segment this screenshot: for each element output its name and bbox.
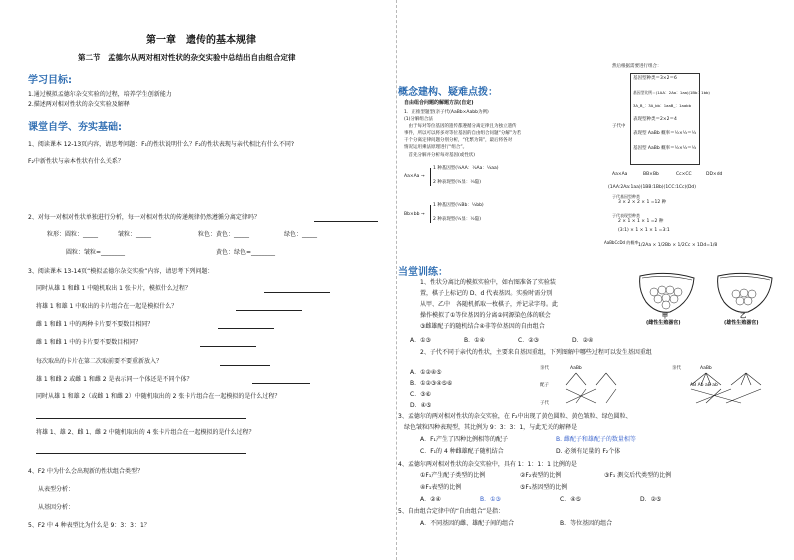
question-p3-line-2: 绿色皱粒四种表现型，其比例为 9：3：3：1，与此无关的解释是 [404,424,578,431]
self-study-heading: 课堂自学、夯实基础: [28,122,122,133]
question-p3-line-1: 3、孟德尔的两对相对性状的杂交实验，在 F₂中出现了黄色圆粒、黄色皱粒、绿色圆粒、 [398,413,632,420]
count-label-1: 子代基因型种类 [612,194,640,199]
ratio-shape: 圆粒：皱粒=________ [66,249,126,256]
p1-line-4: 操作模拟了①等位基因的分离②同源染色体的联会 [420,312,551,319]
p4-option-c: C．④⑤ [560,496,581,503]
q3-item-6: 雄 1 和雌 2 或雌 1 和雌 2 是表示同一个体还是不同个体？ [36,376,193,383]
diagram-gamete-types: AB Ab aB ab [690,383,718,388]
table-row-6: 基因型 AaBb 概率＝½×½＝¼ [633,146,696,151]
concept-heading: 概念建构、疑难点拨： [398,87,498,98]
answer-line [252,383,310,384]
jar-female-name: 甲 [662,313,669,320]
question-1b: F₂中新性状与亲本性状有什么关系？ [28,158,124,165]
p4-option-a: A．②④ [420,496,441,503]
p1-option-b: B．①④ [464,337,485,344]
p3-option-a: A．F₁产生了四种比例相等的配子 [420,436,508,443]
section-subtitle: 第二节 孟德尔从两对相对性状的杂交实验中总结出自由组合定律 [78,53,296,62]
answer-line [314,221,378,222]
chapter-title: 第一章 遗传的基本规律 [146,35,256,46]
jar-male-name: 乙 [740,313,747,320]
diagram-parent-genotype-2: AaBb [700,366,712,371]
goals-heading: 学习目标: [28,75,72,86]
question-p2: 2、子代不同于亲代的性状，主要来自基因重组，下列图解中哪些过程可以发生基因重组 [420,349,652,356]
jar-female-caption: (雌性生殖器官) [646,320,681,326]
p3-option-d: D. 必须有足量的 F₂个体 [556,448,621,455]
g-row-expansion: (1AA:2Aa:1aa)(1BB:1Bb)(1CC:1Cc)(Dd) [608,185,697,190]
p1-line-2: 置，棋子上标记的 D、d 代表基因。实验时需分别 [420,290,553,297]
q3-item-8: 将雄 1、雄 2、雌 1、雌 2 中随机取出的 4 张卡片组合在一起模拟的是什么过程？ [36,429,255,436]
table-row-5: 表现型 AaBb 概率＝½×½＝¼ [633,131,696,136]
q3-item-3: 雌 1 和雌 1 中的两种卡片要不要数目相同？ [36,321,154,328]
g-row-1: Aa×Aa [612,172,628,177]
cross-bb: Bb×bb → [404,212,425,217]
recombination-diagram [556,371,778,407]
q3-item-7: 同时从雄 1 和雄 2（或雌 1 和雌 2）中随机取出的 2 张卡片组合在一起模拟的是什么过程？ [36,393,281,400]
color-yellow: 粒色：黄色：_____ [198,231,250,238]
p4-item-5: ⑤F₁基因型的比例 [520,484,568,491]
goal-1: 1.通过模拟孟德尔杂交实验的过程，培养学生创新能力 [28,91,172,98]
jar-male-caption: (雄性生殖器官) [724,320,759,326]
p2-option-c: C．③⑥ [410,391,431,398]
p5-option-a: A．不同基因的雌、雄配子间的组合 [420,520,515,527]
diagram-parent-genotype: AaBb [570,366,582,371]
answer-line [200,346,256,347]
p1-option-c: C．②③ [518,337,539,344]
answer-line [264,292,330,293]
offspring-label: 子代中 [612,124,626,129]
brace-line [430,168,431,186]
diagram-gamete-label: 配子 [540,383,549,388]
method-line-3: 由于每对等位基因的遗传都遵循分离定律且为独立遗传 [404,124,517,129]
q4-gene: 从基因分析： [38,504,75,511]
cross-aa-genotype: 1 种基因型(¼AA：½Aa：¼aa) [433,166,499,171]
q3-item-4: 雌 1 和雌 1 中的卡片要不要数目相同？ [36,339,142,346]
p2-option-a: A．①②④⑤ [410,369,442,376]
cross-aa: Aa×Aa → [404,174,425,179]
cross-aa-phenotype: 2 种表现型(¾显：¼隐) [433,180,482,185]
p2-option-b: B．①②③④⑤⑥ [410,380,453,387]
count-value-2: 2 × 1 × 1 × 1 =2 种 [618,219,664,224]
p4-item-1: ①F₁产生配子类型的比例 [420,472,486,479]
p2-option-d: D．④⑤ [410,402,432,409]
p1-line-5: ③雌雄配子的随机结合④非等位基因的自由组合 [420,323,545,330]
q3-item-2: 将雄 1 和雄 1 中取出的卡片组合在一起是模拟什么？ [36,303,178,310]
q3-item-5: 每次取出的卡片在第二次取前要不要重新放入？ [36,358,163,365]
p3-option-b: B. 雌配子和雄配子的数量相等 [556,436,636,443]
question-p5: 5、自由组合定律中的“自由组合”是指： [398,508,505,515]
p1-line-3: 从甲、乙中 各随机抓取一枚棋子，并记录字母。此 [420,301,559,308]
answer-line [36,418,246,419]
p4-item-4: ④F₁表型的比例 [420,484,462,491]
g-row-3: Cc×CC [676,172,692,177]
method-line-1: 1．正推型题型(亲子代(AaBb×Aabb为例) [404,110,489,115]
shape-round: 粒形：圆粒：_____ [47,231,99,238]
g-row-2: BB×Bb [643,172,659,177]
answer-line [36,453,246,454]
answer-line [236,310,302,311]
q4-phenotype: 从表型分析： [38,486,75,493]
question-1: 1、阅读课本 12-13页内容，请思考问题：F₁的性状说明什么？F₂的性状表现与亲代相比有什么不同? [28,141,295,148]
method-title: 自由组合问题的解题方法(自定) [404,100,474,106]
table-row-1: 基因型种类＝3×2＝6 [633,76,677,81]
p1-line-1: 1、性状分离比的模拟实验中，如右图准备了实验装 [420,279,556,286]
answer-line [218,328,274,329]
diagram-parent-label-2: 亲代 [672,366,681,371]
table-row-4: 表现型种类＝2×2＝4 [633,117,677,122]
table-row-3: 3A_B_：3A_bb：1aaB_：1aabb [633,103,691,108]
color-green: 绿色：_____ [284,231,318,238]
goal-2: 2.描述两对相对性状的杂交实验及解释 [28,101,130,108]
jar-female-icon [636,272,698,314]
p3-option-c: C．F₁的 4 种雌雄配子随机结合 [420,448,504,455]
count-value-1: 3 × 2 × 2 × 1 =12 种 [618,200,667,205]
count-label-2: 子代表现型种类 [612,213,640,218]
p5-option-b: B．等位基因的组合 [560,520,613,527]
g-row-4: DD×dd [706,172,723,177]
answer-line [220,365,270,366]
shape-wrinkled: 皱粒：_____ [118,231,152,238]
method-line-2: (1)分解组合法 [404,117,433,122]
ratio-color: 黄色：绿色=________ [216,249,276,256]
count-label-3: AaBbCcDd 的概率 [604,240,639,245]
cross-bb-phenotype: 2 种表现型(½显：½隐) [433,217,482,222]
question-5: 5、F2 中 4 种表型比为什么是 9：3：3：1？ [28,522,150,529]
p1-option-d: D．②④ [572,337,594,344]
diagram-parent-label: 亲代 [540,366,549,371]
question-4: 4、F2 中为什么会出现新的性状组合类型？ [28,468,143,475]
p4-item-3: ③F₁ 测交后代类型的比例 [604,472,672,479]
question-p4: 4、孟德尔两对相对性状的杂交实验中，具有 1：1：1：1 比例的是 [398,461,577,468]
diagram-offspring-label: 子代 [540,401,549,406]
method-line-5: 干个分离定律问题分别分析，“化繁为简”，最后将各对 [404,138,513,143]
brace-line [430,205,431,223]
q3-item-1: 同时从雄 1 和雌 1 中随机取出 1 张卡片，模拟什么过程？ [36,285,191,292]
method-line-7: 首先分解并分析每对基因(或性状) [404,153,476,158]
question-3: 3、阅读课本 13-14页“模拟孟德尔杂交实验”内容，请思考下列问题： [28,268,214,275]
method-line-6: 情况运用乘法原理进行“组合”。 [404,145,468,150]
count-value-4: 1/2Aa × 1/2Bb × 1/2Cc × 1Dd=1/8 [638,243,718,248]
table-row-2: 基因型比例＝(1AA：2Aa：1aa)(1Bb：1bb) [633,90,710,95]
question-2: 2、对每一对相对性状单独进行分析，每一对相对性状的传递规律仍然遵循分离定律吗？ [28,214,260,221]
p4-option-b: B．①③ [480,496,501,503]
count-value-3: (3:1) × 1 × 1 × 1 =3:1 [618,228,670,233]
method-line-4: 事件，所以可以将多对等位基因的自由组合问题“分解”为若 [404,131,522,136]
p4-option-d: D．②⑤ [640,496,662,503]
p1-option-a: A．①③ [410,337,431,344]
p4-item-2: ②F₂表型的比例 [520,472,562,479]
combine-label: 然后根据需要进行组合： [612,64,662,69]
practice-heading: 当堂训练： [398,267,448,278]
cross-bb-genotype: 1 种基因型(½Bb：½bb) [433,203,484,208]
jar-male-icon [714,272,776,314]
